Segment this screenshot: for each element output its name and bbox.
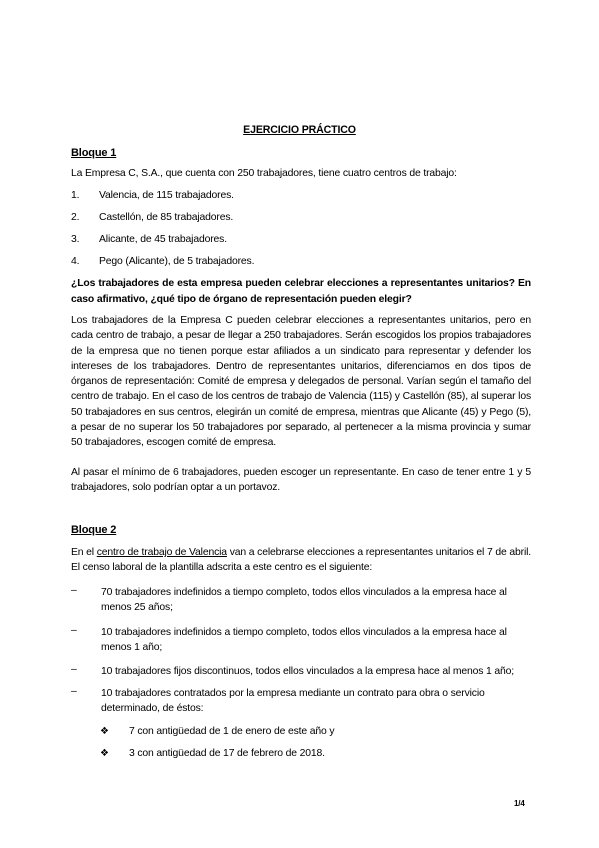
census-item-text: 10 trabajadores contratados por la empresa mediante un contrato para obra o servicio determinado, de éstos: [101,688,485,715]
intro-text: van a celebrarse elecciones a representantes unitarios el 7 de abril. El censo laboral de la plantilla adscrita a este centro es el siguiente: [71,547,532,574]
bloque-2-heading: Bloque 2 [71,524,117,536]
page-number: 1/4 [514,799,525,808]
bloque-1-answer-2: Al pasar el mínimo de 6 trabajadores, pueden escoger un representante. En caso de tener entre 1 y 5 trabajadores, solo podrían optar a un portavoz. [71,467,531,494]
intro-text: En el [71,547,97,558]
center-item-text: Alicante, de 45 trabajadores. [99,234,227,245]
center-item-number: 1. [71,190,80,201]
bloque-1-heading: Bloque 1 [71,147,117,159]
center-item-number: 3. [71,234,80,245]
diamond-bullet-icon: ❖ [100,726,109,737]
census-item-text: 10 trabajadores indefinidos a tiempo completo, todos ellos vinculados a la empresa hace al menos 1 año; [101,627,507,654]
dash-marker: – [71,686,77,697]
center-item-number: 4. [71,256,80,267]
center-item-text: Castellón, de 85 trabajadores. [99,212,234,223]
center-item-text: Valencia, de 115 trabajadores. [99,190,234,201]
dash-marker: – [71,585,77,596]
bloque-2-intro [71,545,531,576]
contract-subitem-text: 7 con antigüedad de 1 de enero de este año y [129,726,335,737]
bloque-1-answer: Los trabajadores de la Empresa C pueden celebrar elecciones a representantes unitarios, pero en cada centro de trabajo, a pesar de llegar a 250 trabajadores. Serán escogidos los propios trabajadores de la empresa que no tienen porque estar afiliados a un sindicato para representar y defender los intereses de los trabajadores. Dentro de representantes unitarios, diferenciamos en dos tipos de órganos de representación: Comité de empresa y delegados de personal. Varían según el tamaño del centro de trabajo. En el caso de los centros de trabajo de Valencia (115) y Castellón (85), al superar los 50 trabajadores en sus centros, elegirán un comité de empresa, mientras que Alicante (45) y Pego (5), a pesar de no superar los 50 trabajadores por separado, al pertenecer a la misma provincia y sumar 50 trabajadores, escogen comité de empresa. [71,315,531,449]
census-item-text: 10 trabajadores fijos discontinuos, todos ellos vinculados a la empresa hace al menos 1 año; [101,666,515,677]
valencia-center-link: centro de trabajo de Valencia [96,547,227,558]
document-title: EJERCICIO PRÁCTICO [243,124,356,136]
contract-subitem-text: 3 con antigüedad de 17 de febrero de 2018. [129,748,325,759]
dash-marker: – [71,664,77,675]
census-item-text: 70 trabajadores indefinidos a tiempo completo, todos ellos vinculados a la empresa hace al menos 25 años; [101,587,507,614]
bloque-1-intro: La Empresa C, S.A., que cuenta con 250 trabajadores, tiene cuatro centros de trabajo: [71,168,457,179]
bloque-1-question: ¿Los trabajadores de esta empresa pueden celebrar elecciones a representantes unitarios? En caso afirmativo, ¿qué tipo de órgano de representación pueden elegir? [71,278,531,305]
center-item-number: 2. [71,212,80,223]
center-item-text: Pego (Alicante), de 5 trabajadores. [99,256,255,267]
dash-marker: – [71,625,77,636]
diamond-bullet-icon: ❖ [100,748,109,759]
